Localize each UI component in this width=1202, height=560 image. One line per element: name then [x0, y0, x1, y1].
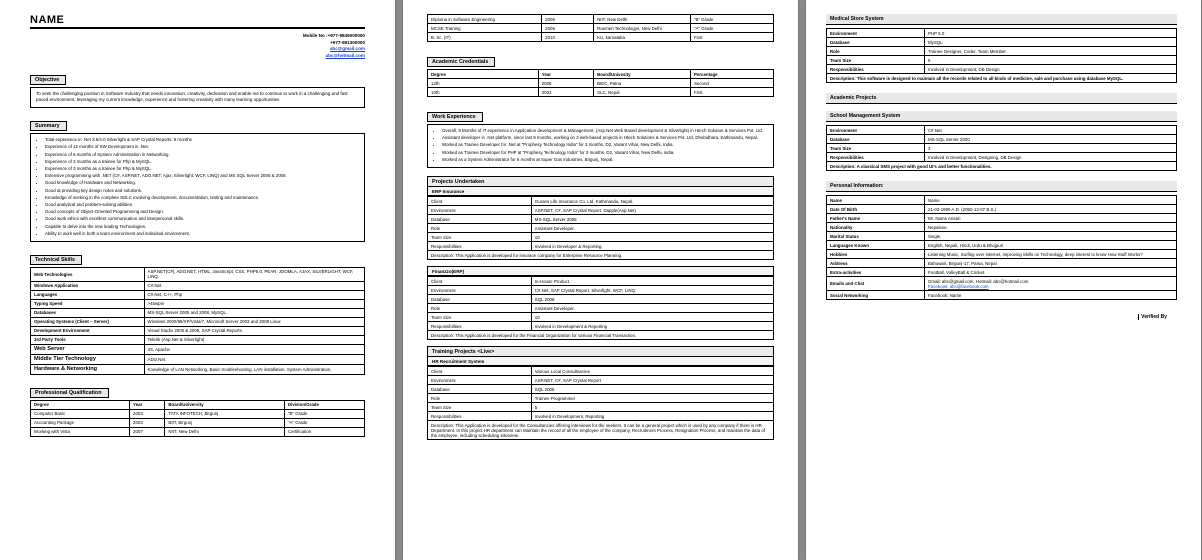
- column-header-degree: Degree: [31, 400, 130, 409]
- table-row: Diploma in Software Engineering 2008 NIIT, New Delhi "B" Grade: [428, 15, 774, 24]
- table-row: Responsibilities Involved in Development & Reporting: [428, 322, 774, 331]
- list-item: • Good concepts of Object-Oriented Programming and Design.: [45, 209, 359, 216]
- project-description: Description: A classical SMS project with good UI's and better functionalities.: [827, 162, 1177, 171]
- table-row: Team Size 6: [827, 56, 1177, 65]
- summary-section-label: Summary: [30, 121, 67, 131]
- table-row: Team Size 5: [428, 403, 774, 412]
- objective-section-label: Objective: [30, 75, 66, 85]
- column-header-year: Year: [130, 400, 165, 409]
- table-row: Responsibilities Involved in Development, DB Design: [827, 65, 1177, 74]
- list-item: • Assistant developer in .Net platform, since last 9 months, working on 2 web-based projects in Htech Solutions & Services Pvt. Ltd, Dhobidhara, Kathmandu, Nepal.: [442, 135, 768, 142]
- column-header-degree: Degree: [428, 70, 539, 79]
- mobile-primary: Mobile No :+977-9845000000: [302, 33, 365, 38]
- skill-name: Languages: [31, 290, 145, 299]
- page-title: NAME: [30, 14, 365, 29]
- table-row: Role Assistant Developer.: [428, 224, 774, 233]
- work-experience-box: [427, 124, 774, 168]
- technical-skills-section-label: Technical Skills: [30, 255, 82, 265]
- list-item: • Overall, 9 Months of IT experience in Application development & Management. (Asp.Net Web Based development & Silverlight) in Htech Solution & Services Pvt. Ltd.: [442, 128, 768, 135]
- table-row: Hobbies Listening Music, Surfing over internet, improving Skills on Technology, deep interest to know How Stuff Works?: [827, 250, 1177, 259]
- mobile-secondary: +977-981300000: [330, 39, 365, 45]
- facebook-link[interactable]: Facebook: abc@facebook.com: [928, 283, 989, 289]
- professional-qualification-table-continued: [427, 14, 774, 42]
- list-item: • Experience of 12 months of SW Development in .Net.: [45, 144, 359, 151]
- table-row: Client In-House Product.: [428, 277, 774, 286]
- table-row: [31, 290, 365, 299]
- table-row: Name Name: [827, 196, 1177, 205]
- list-item: • Worked as a System Administrator for 6 months at Super Gas Industries, Birgunj, Nepal.: [442, 157, 768, 164]
- list-item: • Knowledge of working in the complete SDLC involving development, documentation, testing and maintenance.: [45, 195, 359, 202]
- table-row: Responsibilities Involved in Development, Reporting: [428, 412, 774, 421]
- list-item: • Good analytical and problem-solving abilities.: [45, 202, 359, 209]
- table-row: [31, 354, 365, 364]
- skill-name: 3rd Party Tools: [31, 335, 145, 344]
- table-row: [31, 335, 365, 344]
- skill-name: Databases: [31, 308, 145, 317]
- project-description: Description: This Application is developed for insurace company for Enterprise Resource Planning.: [428, 251, 774, 260]
- work-experience-section-label: Work Experience: [427, 112, 483, 122]
- academic-credentials-table: [427, 69, 774, 97]
- personal-information-table: [826, 195, 1177, 300]
- project-table-hr-recruitment: [427, 366, 774, 440]
- table-row: [31, 364, 365, 374]
- project-table-medical-store: [826, 28, 1177, 83]
- table-row: Client Gurans Life Insurance Co. Ltd, Kathmandu, Nepal.: [428, 197, 774, 206]
- skill-value: ADO.Net.: [144, 354, 364, 364]
- project-title-hr-recruitment: HR Recruitment System: [427, 357, 774, 366]
- project-title-medical-store: Medical Store System: [826, 14, 1177, 25]
- table-row: Working with Vista 2007 NIIT, New Delhi Certification: [31, 427, 365, 436]
- table-row: [31, 308, 365, 317]
- table-row: Computer Basic 2003 TATA INFOTECH, Birgunj "B" Grade: [31, 409, 365, 418]
- professional-qualification-table: [30, 400, 365, 437]
- skill-value: C#.Net.: [144, 281, 364, 290]
- work-experience-list: [433, 128, 768, 163]
- table-row: Responsibilities Involved in Developer & Reporting.: [428, 242, 774, 251]
- table-row: Environment ASP.NET, C#, SAP Crystal Report: [428, 376, 774, 385]
- training-projects-section-label: Training Projects <Live>: [427, 346, 774, 357]
- table-row: Languages Known English, Nepali, Hindi, Urdu & Bhojpuri: [827, 241, 1177, 250]
- table-row: [827, 74, 1177, 83]
- skill-name: Development Environment: [31, 326, 145, 335]
- list-item: • Capable to delve into the new leading Technologies.: [45, 224, 359, 231]
- verified-by-label: Verified By: [826, 314, 1177, 320]
- table-row: Environment C#.Net: [827, 126, 1177, 135]
- table-row: [31, 326, 365, 335]
- contact-block: [30, 33, 365, 60]
- projects-undertaken-section-label: Projects Undertaken: [427, 176, 774, 187]
- skill-value: C#.Net, C++, Php: [144, 290, 364, 299]
- skill-name: Web Server: [31, 344, 145, 354]
- list-item: • Good work ethics with excellent communication and interpersonal skills.: [45, 216, 359, 223]
- project-table-finanzzo: [427, 276, 774, 340]
- table-row: Role Assistant Developer.: [428, 304, 774, 313]
- skill-name: Middle Tier Technology: [31, 354, 145, 364]
- table-row: Environment ASP.NET, C#, SAP Crystal Report, Dapple(Asp.Net): [428, 206, 774, 215]
- table-row: Extra-activities Football, VolleyBall & Cricket.: [827, 268, 1177, 277]
- table-row: Client Various Local Consultancies: [428, 367, 774, 376]
- table-row: Social Networking Facebook: Name: [827, 291, 1177, 300]
- table-row: [428, 421, 774, 440]
- table-row: Accounting Package 2003 BIIT, Birgunj "A" Grade: [31, 418, 365, 427]
- table-row: Database MySQL: [827, 38, 1177, 47]
- table-row: Role Trainee Designer, Coder, Team Member: [827, 47, 1177, 56]
- email-hotmail-link[interactable]: abc@hotmail.com: [325, 52, 365, 58]
- resume-page-1: [0, 0, 395, 560]
- column-header-percentage: Percentage: [690, 70, 773, 79]
- table-row: Father's Name Mr. Name Ansari: [827, 214, 1177, 223]
- skill-name: Typing Speed: [31, 299, 145, 308]
- project-description: Description: This Application is developed for the Financial Organization for various Financial Transaction.: [428, 331, 774, 340]
- skill-value: Telerik (Asp.Net & Silverlight): [144, 335, 364, 344]
- project-table-school-management: [826, 125, 1177, 171]
- list-item: • Good knowledge of Hardware and Networking.: [45, 180, 359, 187]
- summary-list: [36, 137, 359, 237]
- table-row: Environment C#.Net, SAP Crystal Report, Silverlight, WCF, LINQ.: [428, 286, 774, 295]
- table-row: [31, 344, 365, 354]
- project-description: Description: This software is designed to maintain all the records related to all kinds of medicine, sale and purchase using database MySQL.: [827, 74, 1177, 83]
- table-row: [31, 299, 365, 308]
- objective-text: To seek the challenging position in Software Industry that needs innovation, creativity, dedication and enable me to continue to work in a challenging and fast paced environment, leveraging my current knowledge, experience and fostering creativity with many learning opportunities: [30, 87, 365, 109]
- technical-skills-table: [30, 267, 365, 375]
- summary-box: [30, 133, 365, 242]
- list-item: • Experience of 3 months as a trainee for Php & MySQL.: [45, 159, 359, 166]
- table-row: Nationality Nepalese.: [827, 223, 1177, 232]
- table-row: [428, 251, 774, 260]
- table-row: Address Bahuwari, Birgunj-17, Parsa, Nepal: [827, 259, 1177, 268]
- table-row: Environment PHP 5.0: [827, 29, 1177, 38]
- table-row: [827, 162, 1177, 171]
- table-row: Team Size 10: [428, 233, 774, 242]
- table-row: Emails and Chat Gmail: abc@gmail.com, Hotmail: abc@hotmail.com Facebook: abc@facebook.com: [827, 277, 1177, 291]
- table-row: Team Size 10: [428, 313, 774, 322]
- list-item: • Experience of 6 months of System Administration in Networking.: [45, 152, 359, 159]
- table-row: Database SQL 2008: [428, 295, 774, 304]
- skill-name: Hardware & Networking: [31, 364, 145, 374]
- table-row: Database MS-SQL Server 2008: [428, 215, 774, 224]
- skill-value: Visual Studio 2005 & 2008, SAP Crystal Reports.: [144, 326, 364, 335]
- skill-name: Windows Application: [31, 281, 145, 290]
- resume-page-2: [403, 0, 798, 560]
- table-row: [428, 331, 774, 340]
- project-description: Description: This Application is developed for the Consultancies offering interviews for the seekers. It can be a general project which is used by any company if there is HR Department. In this project HR department can Maintain the record of all the employee of the company, Recruitment Process, Resignation Process, and maintain the data of the employee, including scheduling interview.: [428, 421, 774, 440]
- column-header-board: Board/University: [165, 400, 285, 409]
- column-header-grade: Division/Grade: [284, 400, 364, 409]
- table-row: MCSE Training 2009 Roemen Technologys, New Delhi "A" Grade: [428, 24, 774, 33]
- academic-credentials-section-label: Academic Credentials: [427, 57, 495, 67]
- email-gmail-link[interactable]: abc@gmail.com: [329, 46, 365, 52]
- table-row: B. Sc. (IT) 2010 KU, karnataka First: [428, 33, 774, 42]
- list-item: • Extensive programming with .NET (C#, ASP.NET, ADO.NET, Ajax, Silverlight, WCF, LINQ) and MS SQL Server 2005 & 2008.: [45, 173, 359, 180]
- table-row: Date Of Birth 21-03-1990 A.D. (2050-12-07 B.S.): [827, 205, 1177, 214]
- table-row: 12th 2006 BIEC, Patna Second: [428, 79, 774, 88]
- skill-value: >45wpm: [144, 299, 364, 308]
- column-header-board: Board/Univesity: [594, 70, 691, 79]
- column-header-year: Year: [538, 70, 593, 79]
- list-item: • Total experience in .Net 3.5/4.0 Silverlight & SAP Crystal Reports: 9 months: [45, 137, 359, 144]
- table-row: 10th 2003 SLC, Nepal First: [428, 88, 774, 97]
- list-item: • Good at providing key design notes and solutions.: [45, 188, 359, 195]
- list-item: • Worked as Trainee Developer for .Net at "Prophesy Technology India" for 3 months, D2, Vasant Vihar, New Delhi, India.: [442, 142, 768, 149]
- skill-value: Knowledge of LAN Networking, Basic troubleshooting, LAN installation. System Administration.: [144, 364, 364, 374]
- project-table-erp-insurance: [427, 196, 774, 260]
- table-row: [31, 281, 365, 290]
- table-row: [31, 317, 365, 326]
- professional-qualification-section-label: Professional Qualification: [30, 388, 109, 398]
- skill-name: Web Technologies: [31, 267, 145, 281]
- table-row: Database MS-SQL Server 2000: [827, 135, 1177, 144]
- skill-value: MS-SQL Server 2005 and 2008, MySQL.: [144, 308, 364, 317]
- academic-projects-section-label: Academic Projects: [826, 93, 1177, 104]
- table-row: Team Size 3: [827, 144, 1177, 153]
- list-item: • Worked as Trainee Developer for PHP at "Prophesy Technology India" for 3 months, D2, Vasant Vihar, New Delhi, india.: [442, 150, 768, 157]
- resume-page-3: [806, 0, 1201, 560]
- list-item: • Experience of 3 months as a trainee for Php & MySQL.: [45, 166, 359, 173]
- project-title-finanzzo: Finanzzo(ERP): [427, 266, 774, 276]
- project-title-school-management: School Management System: [826, 111, 1177, 122]
- emails-and-chat-value: Gmail: abc@gmail.com, Hotmail: abc@hotmail.com: [928, 278, 1029, 284]
- list-item: • Ability to work well in both a team environment and individual environment.: [45, 231, 359, 238]
- skill-value: ASP.NET(C#), ADO.NET, HTML, JavaScript, CSS, PHP5.0, PEAR, JOOMLA, AJAX, SILVERLIGHT, WCF, LINQ.: [144, 267, 364, 281]
- table-header-row: [428, 70, 774, 79]
- table-row: Role Trainee Programmer: [428, 394, 774, 403]
- project-title-erp-insurance: ERP Insurance: [427, 187, 774, 196]
- personal-information-section-label: Personal Information:: [826, 181, 1177, 192]
- skill-value: IIS, Apache: [144, 344, 364, 354]
- table-row: Responsibilities Involved in Development, Designing, DB Design: [827, 153, 1177, 162]
- table-row: Marital Status Single.: [827, 232, 1177, 241]
- table-row: Database SQL 2005: [428, 385, 774, 394]
- skill-name: Operating Systems (Client – Server): [31, 317, 145, 326]
- skill-value: Windows 2000/98/XP/Vista/7, Microsoft Server 2003 and 2008 Linux: [144, 317, 364, 326]
- table-row: [31, 267, 365, 281]
- table-header-row: [31, 400, 365, 409]
